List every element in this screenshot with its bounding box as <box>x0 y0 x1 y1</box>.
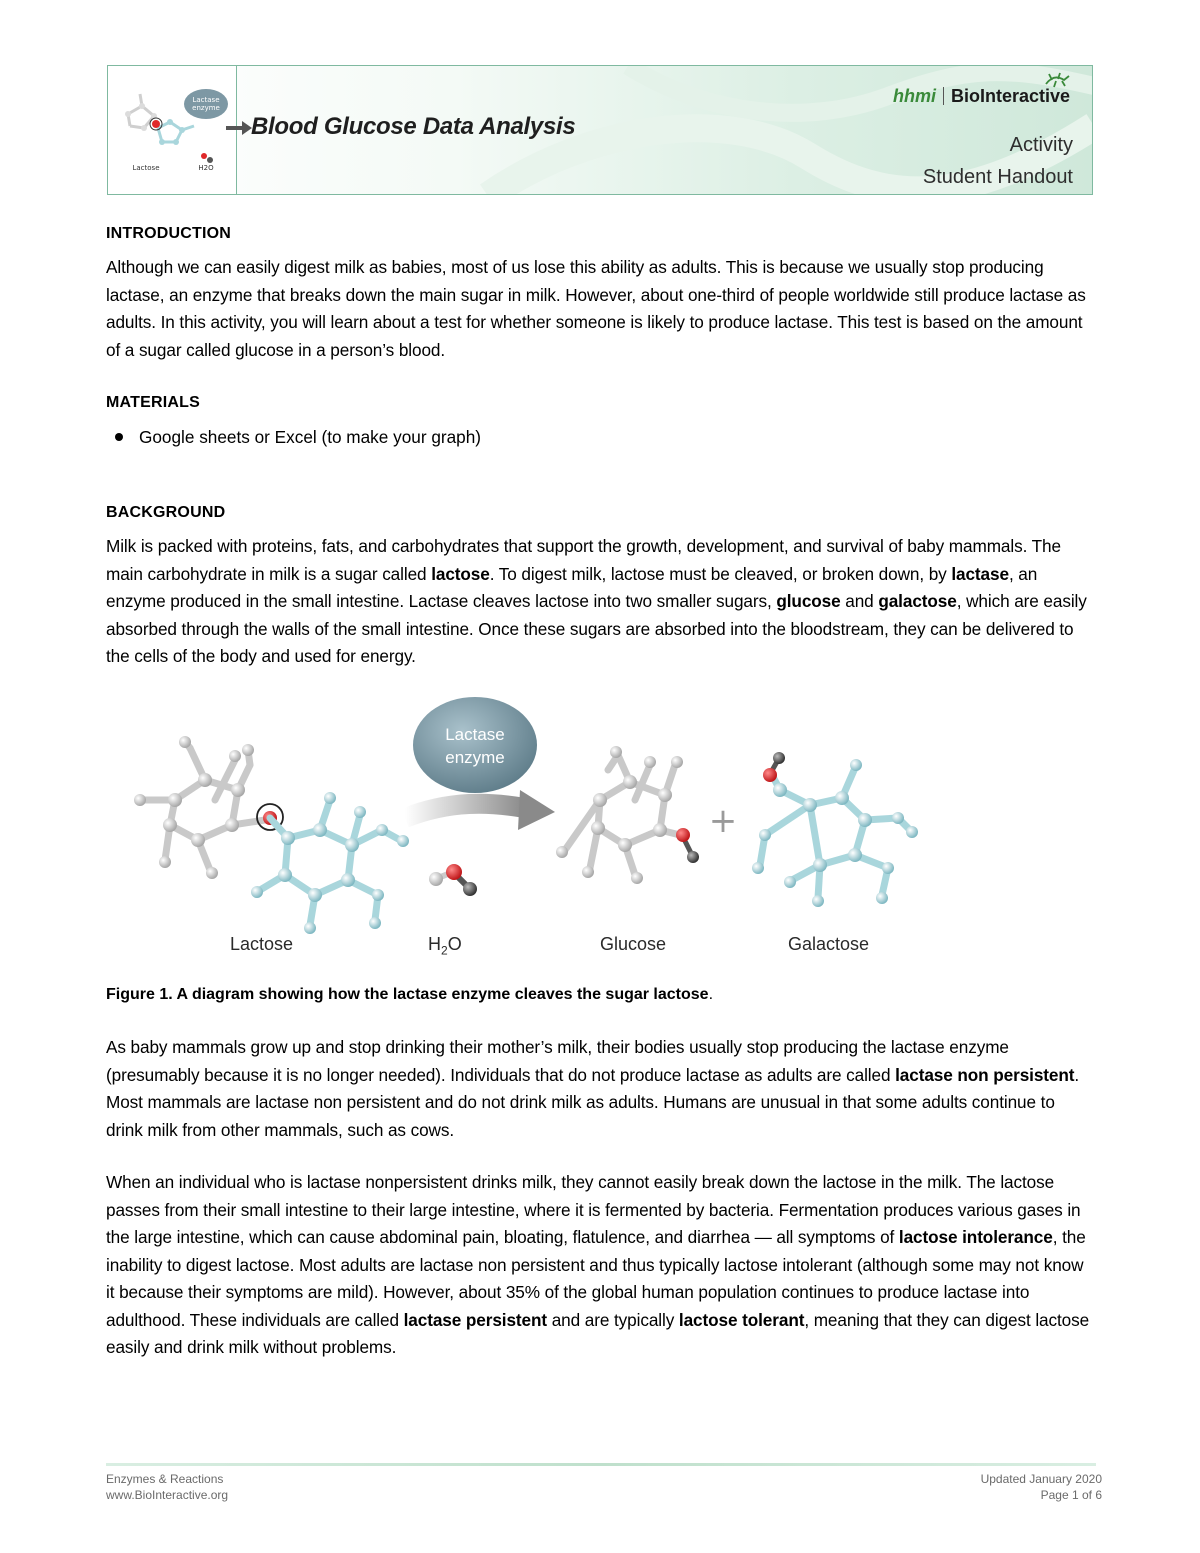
label-glucose: Glucose <box>600 934 667 954</box>
term-lactase-persistent: lactase persistent <box>403 1309 548 1330</box>
footer-left <box>106 1471 228 1503</box>
background-heading: BACKGROUND <box>106 504 226 521</box>
background-paragraph-1: Milk is packed with proteins, fats, and carbohydrates that support the growth, development, and survival of baby mammals. The main carbohydrate in milk is a sugar called lactose. To digest milk, lactose must be cleaved, or broken down, by lactase, an enzyme produced in the small intestine. Lactase cleaves lactose into two smaller sugars, glucose and galactose, which are easily absorbed through the walls of the small intestine. Once these sugars are absorbed into the bloodstream, they can be delivered to the cells of the body and used for energy. <box>106 536 1087 666</box>
bullet-icon <box>115 433 123 441</box>
reaction-arrow-icon <box>405 790 555 830</box>
svg-text:enzyme: enzyme <box>192 104 220 112</box>
gecko-logo-icon <box>1044 72 1070 88</box>
glucose-molecule-icon <box>556 746 699 884</box>
footer-website-link[interactable]: www.BioInteractive.org <box>106 1488 229 1502</box>
galactose-molecule-icon <box>752 752 918 907</box>
figure-1-lactase-reaction <box>120 690 940 980</box>
hhmi-biointeractive-logo <box>893 86 1070 107</box>
document-title: Blood Glucose Data Analysis <box>251 113 576 140</box>
svg-text:Lactose: Lactose <box>132 164 160 172</box>
svg-text:Lactase: Lactase <box>192 96 220 104</box>
term-lactose-intolerance: lactose intolerance <box>898 1227 1053 1247</box>
banner-thumbnail <box>108 66 237 194</box>
footer-unit-label: Enzymes & Reactions <box>106 1472 224 1486</box>
materials-item-text: Google sheets or Excel (to make your graph) <box>139 427 482 447</box>
footer-page-number: Page 1 of 6 <box>1040 1488 1102 1502</box>
svg-text:H2O: H2O <box>198 164 214 172</box>
materials-list-item <box>115 427 481 448</box>
lactase-enzyme-icon <box>413 697 537 793</box>
doc-audience-label: Student Handout <box>922 166 1073 188</box>
plus-sign: + <box>708 801 738 841</box>
introduction-heading: INTRODUCTION <box>106 225 232 242</box>
footer-right <box>981 1471 1102 1503</box>
footer-divider <box>106 1463 1096 1466</box>
figure-1-caption: Figure 1. A diagram showing how the lactase enzyme cleaves the sugar lactose. <box>106 986 714 1003</box>
header-banner <box>107 65 1093 195</box>
enzyme-label-line2: enzyme <box>445 748 505 767</box>
materials-heading: MATERIALS <box>106 394 200 411</box>
logo-separator <box>943 87 944 105</box>
term-lactose: lactose <box>431 563 490 584</box>
logo-hhmi-text: hhmi <box>892 86 936 106</box>
term-lactase: lactase <box>951 563 1009 584</box>
banner-arrow-icon <box>226 118 254 138</box>
label-galactose: Galactose <box>788 934 870 954</box>
water-molecule-icon <box>429 864 477 896</box>
background-paragraph-2: As baby mammals grow up and stop drinking their mother’s milk, their bodies usually stop producing the lactase enzyme (presumably because it is no longer needed). Individuals that do not produce lactase as adults are called lactase non persistent. Most mammals are lactase non persistent and do not drink milk as adults. Humans are unusual in that some adults continue to drink milk from other mammals, such as cows. <box>106 1037 1080 1140</box>
doc-type-label: Activity <box>1009 134 1073 156</box>
enzyme-label-line1: Lactase <box>445 725 505 744</box>
lactose-molecule-icon <box>134 736 409 934</box>
background-paragraph-3: When an individual who is lactase nonpersistent drinks milk, they cannot easily break down the lactose in the milk. The lactose passes from their small intestine to their large intestine, where it is fermented by bacteria. Fermentation produces various gases in the large intestine, which can cause abdominal pain, bloating, flatulence, and diarrhea — all symptoms of lactose intolerance, the inability to digest lactose. Most adults are lactase non persistent and thus typically lactose intolerant (although some may not know it because their symptoms are mild). However, about 35% of the global human population continues to produce lactase into adulthood. These individuals are called lactase persistent and are typically lactose tolerant, meaning that they can digest lactose easily and drink milk without problems. <box>106 1172 1090 1357</box>
lactose-molecule-thumbnail-icon <box>108 66 236 194</box>
term-galactose: galactose <box>878 591 957 611</box>
footer-updated-date: Updated January 2020 <box>980 1472 1102 1486</box>
label-water: $H_2O$ <box>428 934 462 958</box>
term-lactase-non-persistent: lactase non persistent <box>895 1064 1075 1085</box>
logo-brand-text: BioInteractive <box>950 86 1070 106</box>
term-glucose: glucose <box>776 591 841 611</box>
label-lactose: Lactose <box>230 934 294 954</box>
term-lactose-tolerant: lactose tolerant <box>678 1309 805 1330</box>
introduction-paragraph: Although we can easily digest milk as babies, most of us lose this ability as adults. This is because we usually stop producing lactase, an enzyme that breaks down the main sugar in milk. However, about one-third of people worldwide still produce lactase as adults. In this activity, you will learn about a test for whether someone is likely to produce lactase. This test is based on the amount of a sugar called glucose in a person’s blood. <box>106 257 1086 360</box>
